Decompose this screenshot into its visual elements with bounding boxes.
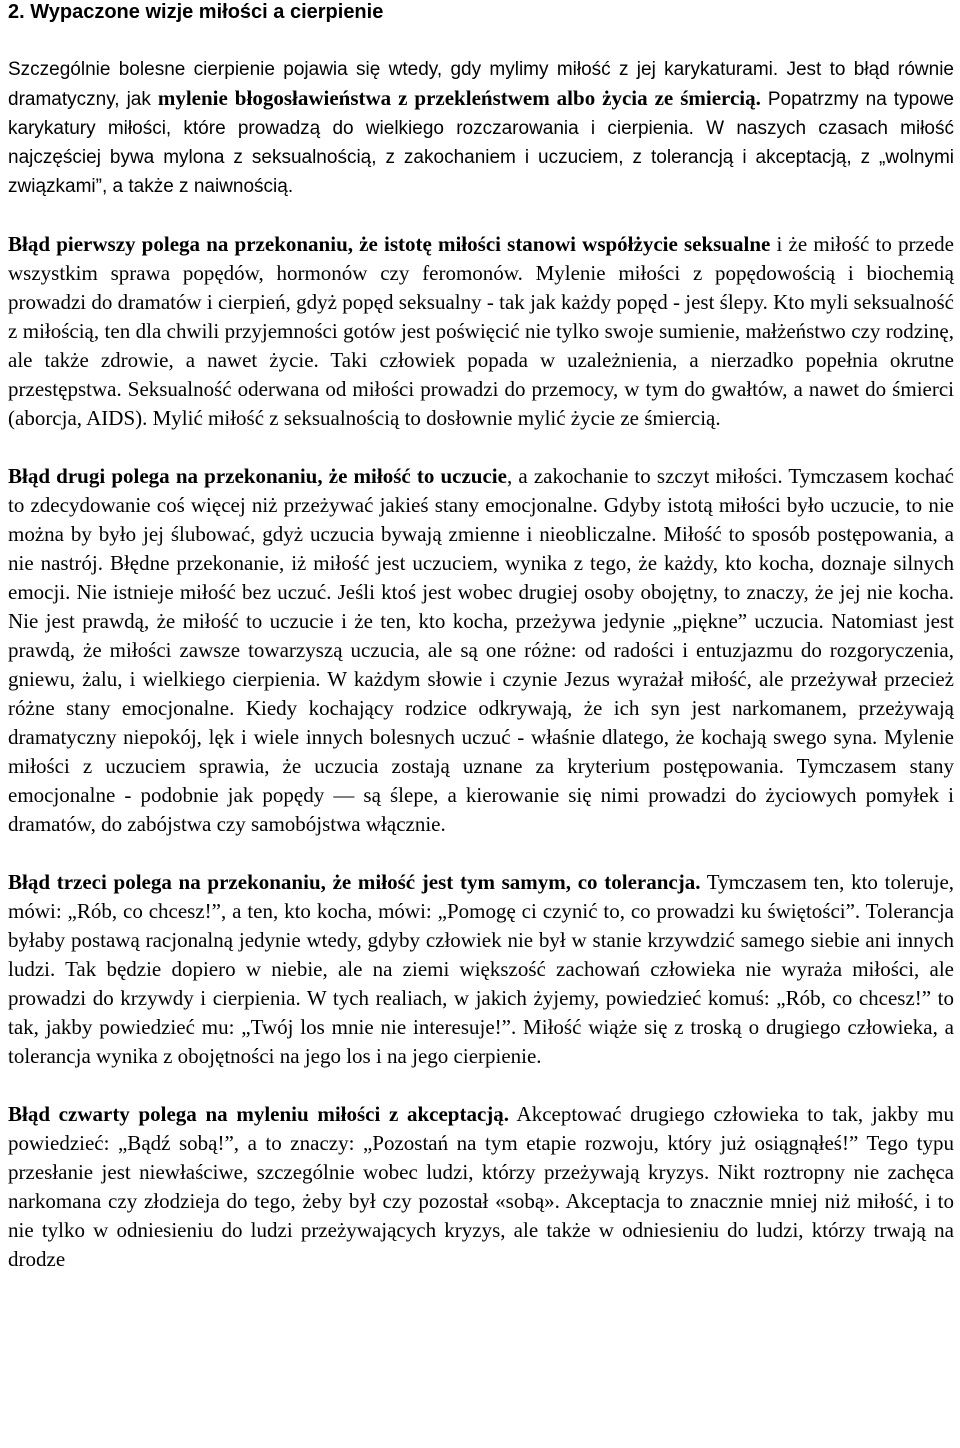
intro-text-1: Szczególnie bolesne cierpienie pojawia się wtedy, gdy mylimy miłość z jej karykaturami. Jest to błąd równie dramatyczny, jak <box>8 59 954 110</box>
error-4-lead: Błąd czwarty polega na myleniu miłości z akceptacją. <box>8 1102 510 1126</box>
intro-bold: mylenie błogosławieństwa z przekleństwem albo życia ze śmiercią. <box>157 86 761 110</box>
intro-paragraph <box>8 55 954 201</box>
error-1-paragraph <box>8 230 954 433</box>
error-1-text: i że miłość to przede wszystkim sprawa popędów, hormonów czy feromonów. Mylenie miłości z popędowością i biochemią prowadzi do dramatów i cierpień, gdyż popęd seksualny - tak jak każdy popęd - jest ślepy. Kto myli seksualność z miłością, ten dla chwili przyjemności gotów jest poświęcić nie tylko swoje sumienie, małżeństwo czy rodzinę, ale także zdrowie, a nawet życie. Taki człowiek popada w uzależnienia, a nierzadko popełnia okrutne przestępstwa. Seksualność oderwana od miłości prowadzi do przemocy, w tym do gwałtów, a nawet do śmierci (aborcja, AIDS). Mylić miłość z seksualnością to dosłownie mylić życie ze śmiercią. <box>8 232 955 430</box>
error-1-lead: Błąd pierwszy polega na przekonaniu, że istotę miłości stanowi współżycie seksualne <box>8 232 771 256</box>
document-page <box>8 0 954 1274</box>
intro-text-2: Popatrzmy na typowe karykatury miłości, które prowadzą do wielkiego rozczarowania i cierpienia. W naszych czasach miłość najczęściej bywa mylona z seksualnością, z zakochaniem i uczuciem, z tolerancją i akceptacją, z „wolnymi związkami”, a także z naiwnością. <box>8 89 954 197</box>
error-3-paragraph <box>8 868 954 1071</box>
error-4-text: Akceptować drugiego człowieka to tak, jakby mu powiedzieć: „Bądź sobą!”, a to znaczy: „Pozostań na tym etapie rozwoju, który już osiągnąłeś!” Tego typu przesłanie jest niewłaściwe, szczególnie wobec ludzi, którzy przeżywają kryzys. Nikt roztropny nie zachęca narkomana czy złodzieja do tego, żeby był czy pozostał «sobą». Akceptacja to znacznie mniej niż miłość, i to nie tylko w odniesieniu do ludzi przeżywających kryzys, ale także w odniesieniu do ludzi, którzy trwają na drodze <box>8 1102 954 1271</box>
error-2-paragraph <box>8 462 954 839</box>
error-4-paragraph <box>8 1100 954 1274</box>
error-2-text: , a zakochanie to szczyt miłości. Tymczasem kochać to zdecydowanie coś więcej niż przeżywać jakieś stany emocjonalne. Gdyby istotą miłości było uczucie, to nie można by było jej ślubować, gdyż uczucia bywają zmienne i nieobliczalne. Miłość to sposób postępowania, a nie nastrój. Błędne przekonanie, iż miłość jest uczuciem, wynika z tego, że każdy, kto kocha, doznaje silnych emocji. Nie istnieje miłość bez uczuć. Jeśli ktoś jest wobec drugiej osoby obojętny, to znaczy, że jej nie kocha. Nie jest prawdą, że miłość to uczucie i że ten, kto kocha, przeżywa jedynie „piękne” uczucia. Natomiast jest prawdą, że miłości zawsze towarzyszą uczucia, ale są one różne: od radości i entuzjazmu do rozgoryczenia, gniewu, żalu, i wielkiego cierpienia. W każdym słowie i czynie Jezus wyrażał miłość, ale przeżywał przecież różne stany emocjonalne. Kiedy kochający rodzice odkrywają, że ich syn jest narkomanem, przeżywają dramatyczny niepokój, lęk i wiele innych bolesnych uczuć - właśnie dlatego, że kochają swego syna. Mylenie miłości z uczuciem sprawia, że uczucia zostają uznane za kryterium postępowania. Tymczasem stany emocjonalne - podobnie jak popędy — są ślepe, a kierowanie się nimi prowadzi do życiowych pomyłek i dramatów, do zabójstwa czy samobójstwa włącznie. <box>8 464 954 836</box>
error-3-lead: Błąd trzeci polega na przekonaniu, że miłość jest tym samym, co tolerancja. <box>8 870 701 894</box>
error-3-text: Tymczasem ten, kto toleruje, mówi: „Rób, co chcesz!”, a ten, kto kocha, mówi: „Pomogę ci czynić to, co prowadzi ku świętości”. Tolerancja byłaby postawą racjonalną jedynie wtedy, gdyby człowiek nie był w stanie krzywdzić samego siebie ani innych ludzi. Tak będzie dopiero w niebie, ale na ziemi większość zachowań człowieka nie wyraża miłości, ale prowadzi do krzywdy i cierpienia. W tych realiach, w jakich żyjemy, powiedzieć komuś: „Rób, co chcesz!” to tak, jakby powiedzieć mu: „Twój los mnie nie interesuje!”. Miłość wiąże się z troską o drugiego człowieka, a tolerancja wynika z obojętności na jego los i na jego cierpienie. <box>8 870 955 1068</box>
error-2-lead: Błąd drugi polega na przekonaniu, że miłość to uczucie <box>8 464 507 488</box>
section-heading: 2. Wypaczone wizje miłości a cierpienie <box>8 1 384 23</box>
